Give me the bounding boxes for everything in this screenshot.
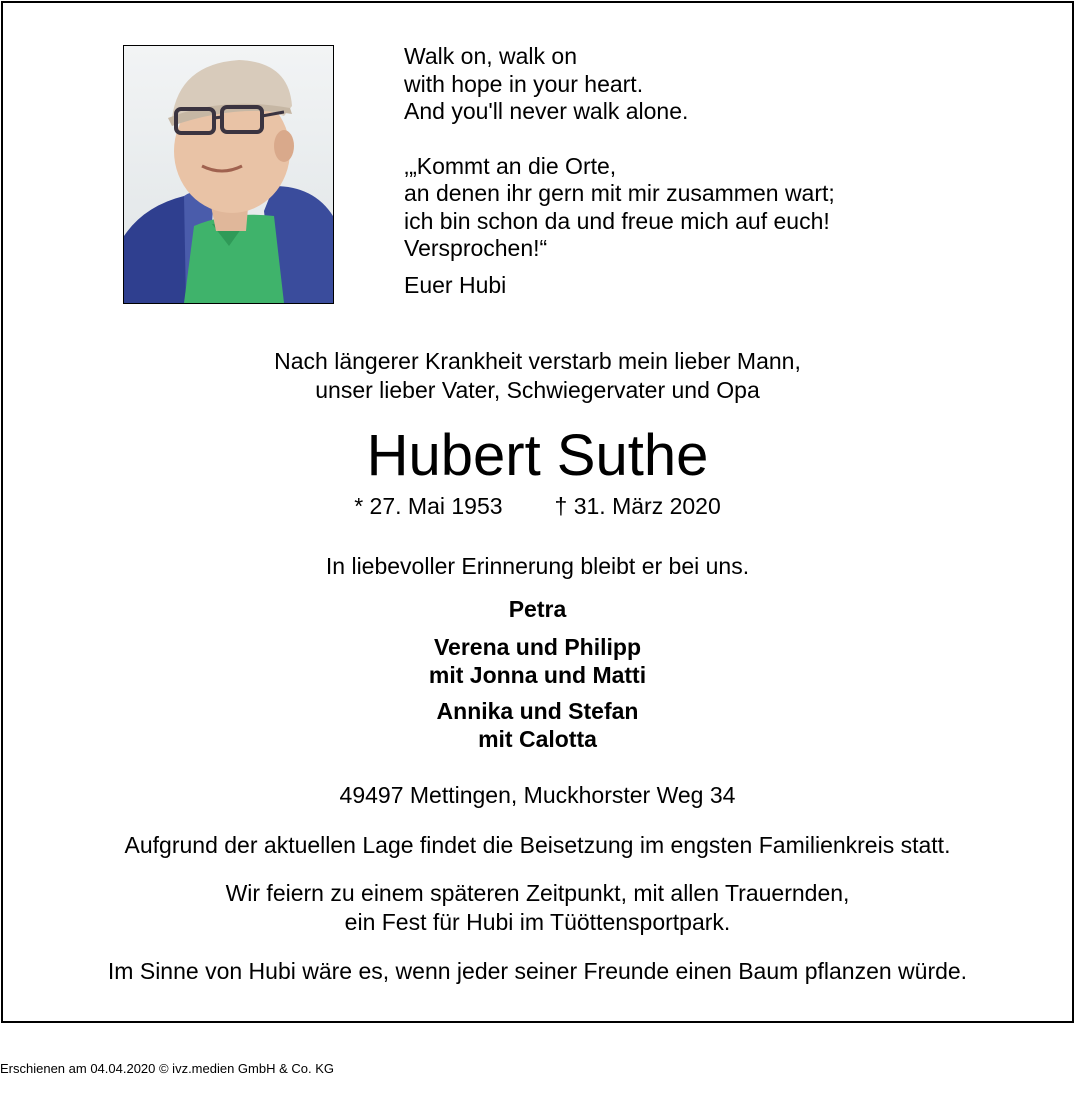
family-member: Annika und Stefan: [436, 698, 639, 724]
portrait-photo: [123, 45, 334, 304]
tree-wish: Im Sinne von Hubi wäre es, wenn jeder seiner Freunde einen Baum pflanzen würde.: [107, 958, 968, 984]
celebration-line: ein Fest für Hubi im Tüöttensportpark.: [344, 909, 731, 935]
quote-line: ich bin schon da und freue mich auf euch!: [404, 207, 830, 234]
life-dates: [3, 491, 1072, 521]
birth-date: * 27. Mai 1953: [354, 493, 503, 519]
poem-line: And you'll never walk alone.: [404, 98, 689, 124]
family-group-3: [3, 697, 1072, 753]
poem-line: with hope in your heart.: [404, 70, 644, 97]
family-member: Verena und Philipp: [433, 634, 642, 660]
obituary-card: [1, 1, 1074, 1023]
poem-spacer: [404, 126, 1004, 153]
announcement-line: Nach längerer Krankheit verstarb mein lieber Mann,: [274, 348, 801, 374]
announcement-line: unser lieber Vater, Schwiegervater und Opa: [315, 377, 760, 403]
quote-line: Versprochen!“: [404, 235, 548, 261]
deceased-name: Hubert Suthe: [366, 423, 709, 488]
quote-line: an denen ihr gern mit mir zusammen wart;: [404, 180, 835, 206]
address: 49497 Mettingen, Muckhorster Weg 34: [339, 782, 736, 808]
death-date: † 31. März 2020: [554, 493, 721, 519]
publication-footer: Erschienen am 04.04.2020 © ivz.medien GmbH & Co. KG: [0, 1061, 335, 1076]
family-member: mit Calotta: [478, 726, 597, 752]
quote-line: ‚„Kommt an die Orte,: [404, 152, 617, 179]
celebration-note: [3, 879, 1072, 937]
memory-line: In liebevoller Erinnerung bleibt er bei uns.: [325, 553, 750, 579]
celebration-line: Wir feiern zu einem späteren Zeitpunkt, mit allen Trauernden,: [225, 880, 850, 906]
poem-line: Walk on, walk on: [404, 43, 577, 69]
funeral-notice: Aufgrund der aktuellen Lage findet die Beisetzung im engsten Familienkreis statt.: [124, 832, 951, 858]
portrait-illustration: [124, 46, 333, 303]
family-member: mit Jonna und Matti: [428, 662, 647, 688]
family-member: Petra: [508, 596, 567, 622]
poem: [404, 43, 1004, 299]
family-group-1: [3, 595, 1072, 623]
death-announcement: [3, 347, 1072, 405]
family-group-2: [3, 633, 1072, 689]
poem-signature: Euer Hubi: [404, 271, 507, 298]
